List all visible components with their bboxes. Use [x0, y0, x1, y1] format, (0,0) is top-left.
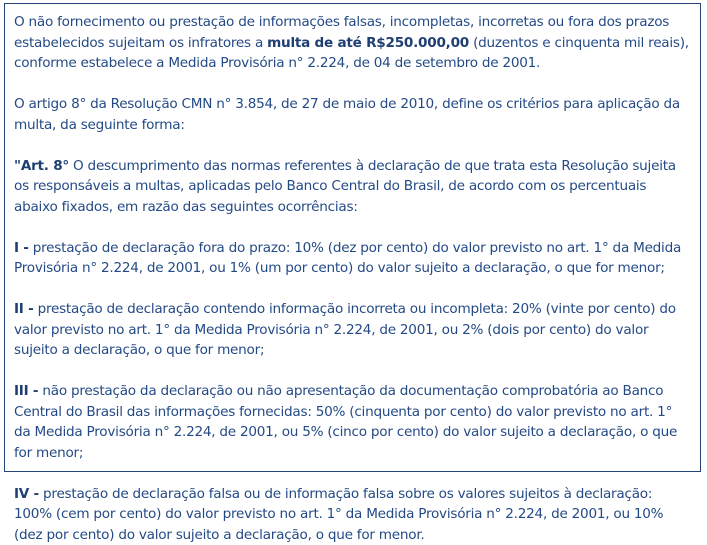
content-frame [4, 3, 701, 472]
intro-paragraph: O não fornecimento ou prestação de informações falsas, incompletas, incorretas ou fora dos prazos estabelecidos sujeitam os infratores a multa de até R$250.000,00 (duzentos e cinquenta mil reais), conforme estabelece a Medida Provisória n° 2.224, de 04 de setembro de 2001. [14, 12, 690, 74]
list-item-iii: III - não prestação da declaração ou não apresentação da documentação comprobatória ao Banco Central do Brasil das informações fornecidas: 50% (cinquenta por cento) do valor previsto no art. 1° da Medida Provisória n° 2.224, de 2001, ou 5% (cinco por cento) do valor sujeito a declaração, o que for menor; [14, 381, 690, 463]
item-numeral: IV - [14, 486, 39, 502]
article-paragraph: "Art. 8° O descumprimento das normas referentes à declaração de que trata esta Resolução sujeita os responsáveis a multas, aplicadas pelo Banco Central do Brasil, de acordo com os percentuais abaixo fixados, em razão das seguintes ocorrências: [14, 156, 690, 218]
item-numeral: III - [14, 383, 38, 399]
list-item-iv: IV - prestação de declaração falsa ou de informação falsa sobre os valores sujeitos à declaração: 100% (cem por cento) do valor previsto no art. 1° da Medida Provisória n° 2.224, de 2001, ou 10% (dez por cento) do valor sujeito a declaração, o que for menor. [14, 484, 690, 545]
fine-amount-highlight: multa de até R$250.000,00 [267, 35, 469, 51]
resolution-paragraph: O artigo 8° da Resolução CMN n° 3.854, de 27 de maio de 2010, define os critérios para aplicação da multa, da seguinte forma: [14, 94, 690, 135]
item-numeral: II - [14, 301, 34, 317]
list-item-ii: II - prestação de declaração contendo informação incorreta ou incompleta: 20% (vinte por cento) do valor previsto no art. 1° da Medida Provisória n° 2.224, de 2001, ou 2% (dois por cento) do valor sujeito a declaração, o que for menor; [14, 299, 690, 361]
list-item-i: I - prestação de declaração fora do prazo: 10% (dez por cento) do valor previsto no art. 1° da Medida Provisória n° 2.224, de 2001, ou 1% (um por cento) do valor sujeito a declaração, o que for menor; [14, 238, 690, 279]
item-numeral: I - [14, 240, 29, 256]
article-label: "Art. 8° [14, 158, 69, 174]
